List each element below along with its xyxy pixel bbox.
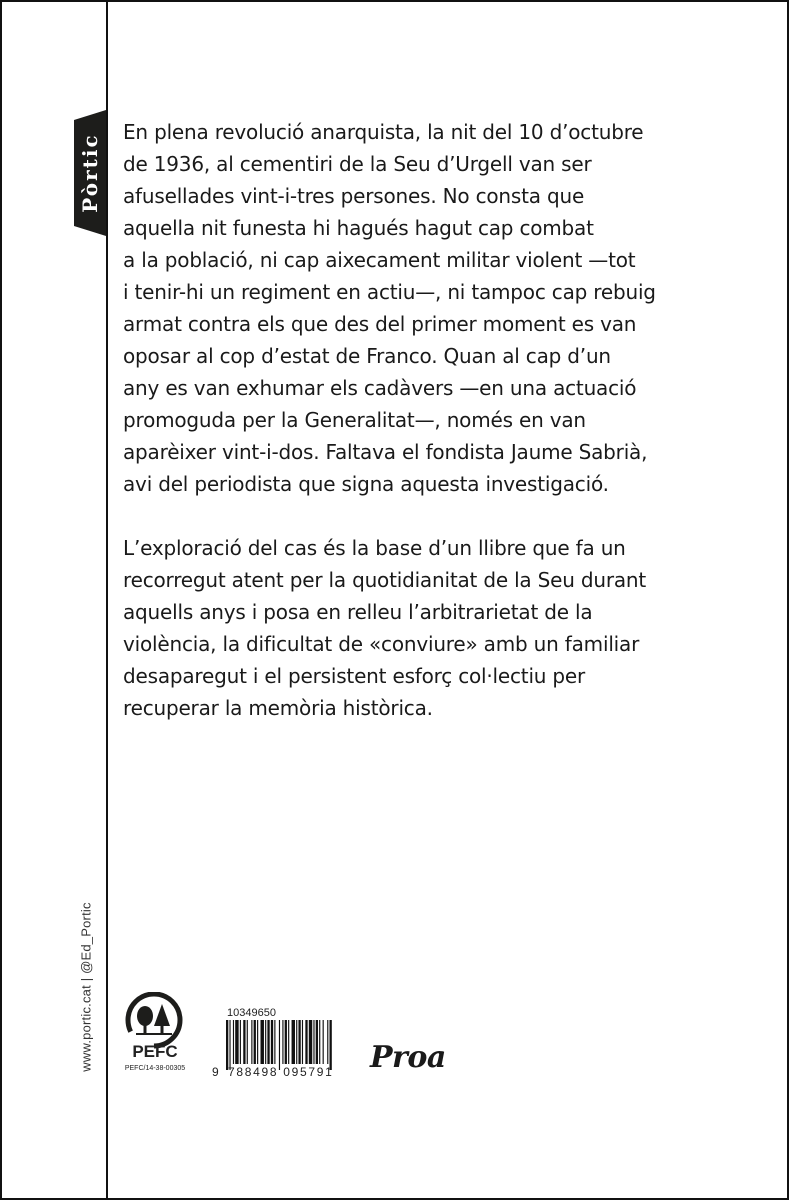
website-social-handle: www.portic.cat | @Ed_Portic <box>78 902 94 1072</box>
blurb-line: recuperar la memòria històrica. <box>123 696 433 720</box>
barcode-bar <box>323 1020 324 1064</box>
barcode-bar <box>309 1020 312 1064</box>
barcode-bar <box>330 1020 332 1070</box>
barcode-bar <box>247 1020 248 1064</box>
barcode-bar <box>257 1020 258 1064</box>
barcode-bar <box>327 1020 328 1064</box>
blurb-line: recorregut atent per la quotidianitat de la Seu durant <box>123 568 647 592</box>
spine-divider <box>106 0 108 1200</box>
blurb-line: En plena revolució anarquista, la nit del 10 d’octubre <box>123 120 644 144</box>
blurb-line: i tenir-hi un regiment en actiu—, ni tampoc cap rebuig <box>123 280 656 304</box>
blurb-paragraph-1 <box>123 116 743 500</box>
blurb-line: armat contra els que des del primer moment es van <box>123 312 637 336</box>
barcode-bar <box>267 1020 269 1064</box>
barcode-bar <box>265 1020 266 1064</box>
barcode-bar <box>235 1020 238 1064</box>
barcode-bar <box>298 1020 300 1064</box>
barcode-bar <box>226 1020 228 1070</box>
barcode-bar <box>254 1020 256 1064</box>
isbn-barcode <box>212 1007 352 1087</box>
blurb-line: a la població, ni cap aixecament militar violent —tot <box>123 248 636 272</box>
portic-logo-text: Pòrtic <box>78 133 102 213</box>
portic-logo-tab <box>74 120 106 226</box>
blurb-paragraph-2 <box>123 532 743 724</box>
barcode-bar <box>288 1020 289 1064</box>
blurb-line: any es van exhumar els cadàvers —en una actuació <box>123 376 637 400</box>
barcode-bar <box>292 1020 295 1064</box>
blurb-line: avi del periodista que signa aquesta investigació. <box>123 472 609 496</box>
barcode-bar <box>316 1020 318 1064</box>
barcode-bar <box>279 1020 280 1070</box>
back-cover-blurb <box>123 116 743 724</box>
blurb-line: aparèixer vint-i-dos. Faltava el fondista Jaume Sabrià, <box>123 440 648 464</box>
barcode-bar <box>251 1020 252 1064</box>
publisher-logo: Proa <box>370 1040 446 1075</box>
isbn-lead-digit: 9 <box>212 1065 219 1079</box>
pefc-label: PEFC <box>132 1042 178 1061</box>
pefc-code: PEFC/14-38-00305 <box>124 1065 186 1072</box>
barcode-bar <box>319 1020 320 1064</box>
barcode-top-number: 10349650 <box>227 1007 276 1019</box>
blurb-line: aquella nit funesta hi hagués hagut cap combat <box>123 216 594 240</box>
blurb-line: afusellades vint-i-tres persones. No consta que <box>123 184 585 208</box>
blurb-line: violència, la dificultat de «conviure» amb un familiar <box>123 632 640 656</box>
blurb-line: oposar al cop d’estat de Franco. Quan al cap d’un <box>123 344 611 368</box>
barcode-bar <box>243 1020 245 1064</box>
barcode-bar <box>296 1020 297 1064</box>
barcode-bar <box>274 1020 275 1064</box>
barcode-bar <box>229 1020 230 1070</box>
blurb-line: de 1936, al cementiri de la Seu d’Urgell van ser <box>123 152 592 176</box>
barcode-bar <box>261 1020 264 1064</box>
barcode-bar <box>285 1020 287 1064</box>
barcode-bar <box>233 1020 234 1064</box>
blurb-line: promoguda per la Generalitat—, només en van <box>123 408 586 432</box>
barcode-bar <box>271 1020 273 1064</box>
barcode-bar <box>240 1020 241 1064</box>
barcode-bar <box>305 1020 307 1064</box>
blurb-line: aquells anys i posa en relleu l’arbitrarietat de la <box>123 600 593 624</box>
barcode-bar <box>302 1020 303 1064</box>
blurb-line: L’exploració del cas és la base d’un llibre que fa un <box>123 536 626 560</box>
pefc-certification-logo <box>118 992 192 1088</box>
blurb-line: desaparegut i el persistent esforç col·lectiu per <box>123 664 586 688</box>
barcode-bar <box>313 1020 314 1064</box>
barcode-bar <box>282 1020 283 1064</box>
isbn-digits: 788498 095791 <box>228 1065 334 1079</box>
barcode-bars-icon <box>212 1020 352 1070</box>
